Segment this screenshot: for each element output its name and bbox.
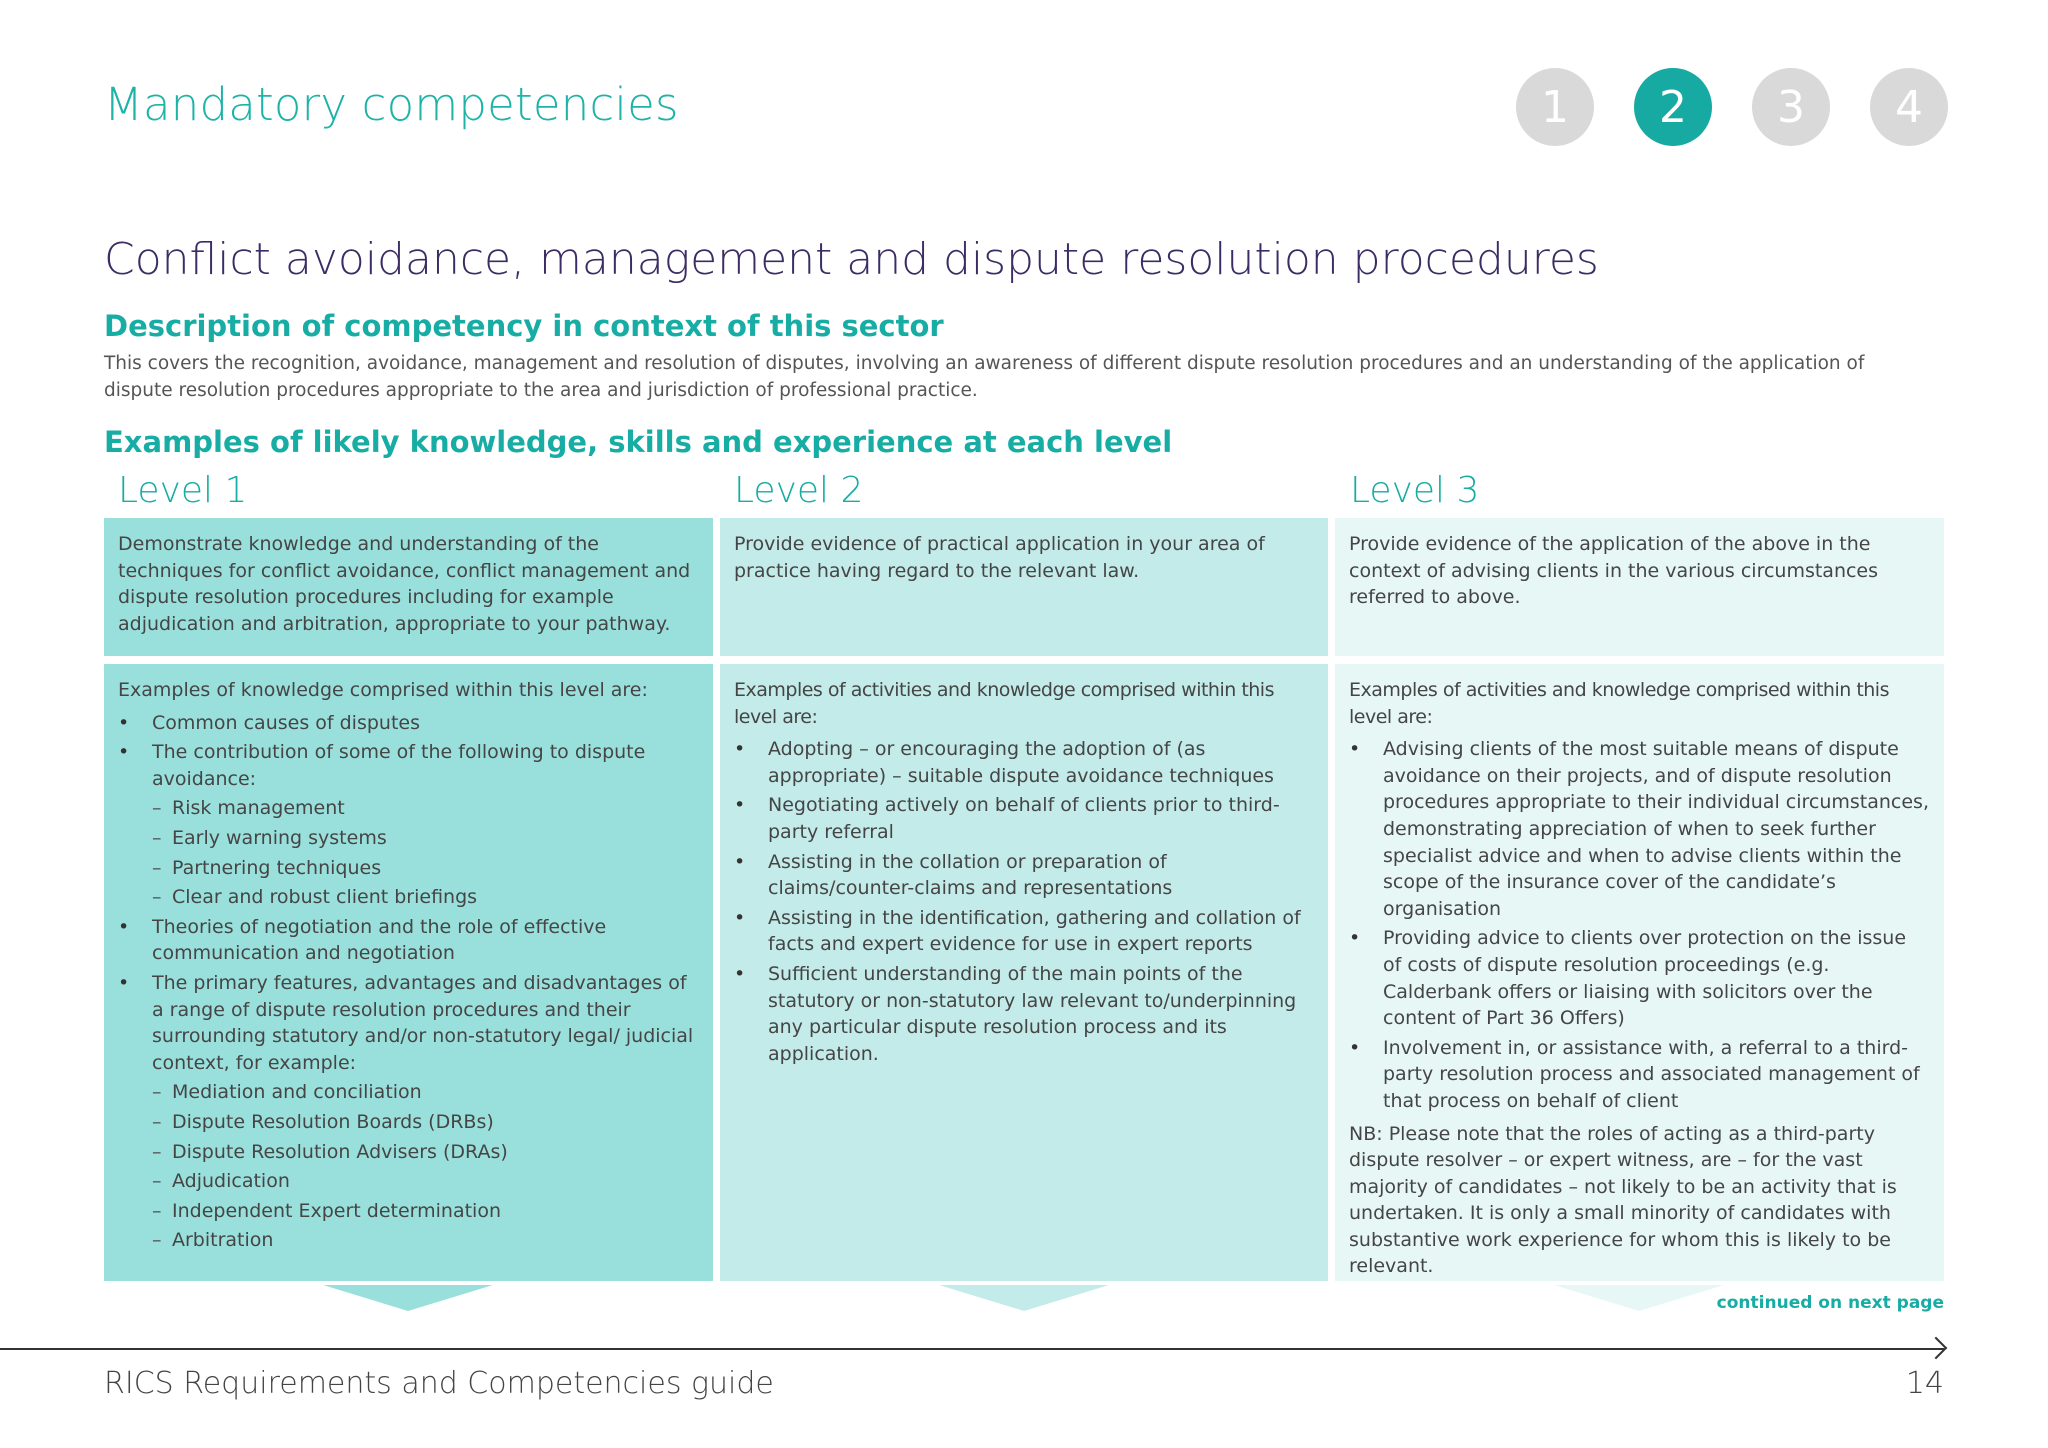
- list-item: • The contribution of some of the following to dispute avoidance:: [118, 739, 699, 792]
- footer-rule: [0, 1348, 1944, 1350]
- level-3-title: Level 3: [1350, 470, 1480, 511]
- sub-list-item: – Partnering techniques: [118, 855, 699, 882]
- sub-list-item: – Arbitration: [118, 1227, 699, 1254]
- sub-list-item: – Adjudication: [118, 1168, 699, 1195]
- sub-list-item: – Dispute Resolution Advisers (DRAs): [118, 1139, 699, 1166]
- list-item: • Involvement in, or assistance with, a referral to a third-party resolution process and associated management of that process on behalf of client: [1349, 1035, 1930, 1115]
- step-3-button[interactable]: 3: [1752, 68, 1830, 146]
- list-item: • Common causes of disputes: [118, 710, 699, 737]
- level-3-summary-box: [1335, 518, 1944, 656]
- level-2-summary-box: [720, 518, 1328, 656]
- level-3-summary: Provide evidence of the application of the above in the context of advising clients in the various circumstances referred to above.: [1349, 533, 1879, 609]
- step-4-button[interactable]: 4: [1870, 68, 1948, 146]
- level-1-notch: [323, 1285, 493, 1311]
- list-item: • Adopting – or encouraging the adoption of (as appropriate) – suitable dispute avoidance techniques: [734, 736, 1314, 789]
- level-1-summary: Demonstrate knowledge and understanding of the techniques for conflict avoidance, conflict management and dispute resolution procedures including for example adjudication and arbitration, appropriate to your pathway.: [118, 533, 691, 635]
- level-1-intro: Examples of knowledge comprised within this level are:: [118, 679, 648, 701]
- level-1-summary-box: [104, 518, 713, 656]
- sub-list-item: – Risk management: [118, 795, 699, 822]
- step-1-button[interactable]: 1: [1516, 68, 1594, 146]
- examples-heading: Examples of likely knowledge, skills and experience at each level: [104, 425, 1173, 459]
- list-item: • Sufficient understanding of the main points of the statutory or non-statutory law relevant to/underpinning any particular dispute resolution process and its application.: [734, 961, 1314, 1067]
- continued-link[interactable]: continued on next page: [1716, 1293, 1944, 1313]
- page-title: Conflict avoidance, management and dispute resolution procedures: [104, 234, 1599, 285]
- sub-list-item: – Independent Expert determination: [118, 1198, 699, 1225]
- list-item: • Providing advice to clients over protection on the issue of costs of dispute resolution proceedings (e.g. Calderbank offers or liaising with solicitors over the content of Part 36 Offers): [1349, 925, 1930, 1031]
- section-title: Mandatory competencies: [104, 78, 679, 131]
- page-number: 14: [1905, 1366, 1944, 1401]
- level-1-title: Level 1: [118, 470, 248, 511]
- level-2-intro: Examples of activities and knowledge comprised within this level are:: [734, 679, 1274, 728]
- step-2-button[interactable]: 2: [1634, 68, 1712, 146]
- list-item: • Negotiating actively on behalf of clients prior to third-party referral: [734, 792, 1314, 845]
- level-1-list: [118, 710, 699, 1254]
- list-item: • Advising clients of the most suitable means of dispute avoidance on their projects, and of dispute resolution procedures appropriate to their individual circumstances, demonstrating appreciation of when to seek further specialist advice and when to advise clients within the scope of the insurance cover of the candidate’s organisation: [1349, 736, 1930, 922]
- level-2-list: [734, 736, 1314, 1067]
- sub-list-item: – Mediation and conciliation: [118, 1079, 699, 1106]
- footer-guide-title: RICS Requirements and Competencies guide: [104, 1366, 774, 1401]
- level-3-detail-box: [1335, 664, 1944, 1281]
- level-3-intro: Examples of activities and knowledge comprised within this level are:: [1349, 679, 1889, 728]
- level-2-title: Level 2: [734, 470, 864, 511]
- list-item: • Assisting in the identification, gathering and collation of facts and expert evidence for use in expert reports: [734, 905, 1314, 958]
- list-item: • Theories of negotiation and the role of effective communication and negotiation: [118, 914, 699, 967]
- sub-list-item: – Dispute Resolution Boards (DRBs): [118, 1109, 699, 1136]
- sub-list-item: – Early warning systems: [118, 825, 699, 852]
- level-3-list: [1349, 736, 1930, 1114]
- level-1-detail-box: [104, 664, 713, 1281]
- level-3-notch: [1554, 1285, 1724, 1311]
- list-item: • The primary features, advantages and disadvantages of a range of dispute resolution procedures and their surrounding statutory and/or non-statutory legal/ judicial context, for example:: [118, 970, 699, 1076]
- level-2-summary: Provide evidence of practical application in your area of practice having regard to the relevant law.: [734, 533, 1265, 582]
- arrow-right-icon: [1925, 1337, 1948, 1360]
- sub-list-item: – Clear and robust client briefings: [118, 884, 699, 911]
- description-heading: Description of competency in context of this sector: [104, 309, 944, 343]
- level-3-note: NB: Please note that the roles of acting as a third-party dispute resolver – or expert witness, are – for the vast majority of candidates – not likely to be an activity that is undertaken. It is only a small minority of candidates with substantive work experience for whom this is likely to be relevant.: [1349, 1122, 1897, 1278]
- level-2-notch: [939, 1285, 1109, 1311]
- level-2-detail-box: [720, 664, 1328, 1281]
- description-text: This covers the recognition, avoidance, management and resolution of disputes, involving an awareness of different dispute resolution procedures and an understanding of the application of dispute resolution procedures appropriate to the area and jurisdiction of professional practice.: [104, 353, 1865, 401]
- list-item: • Assisting in the collation or preparation of claims/counter-claims and representations: [734, 849, 1314, 902]
